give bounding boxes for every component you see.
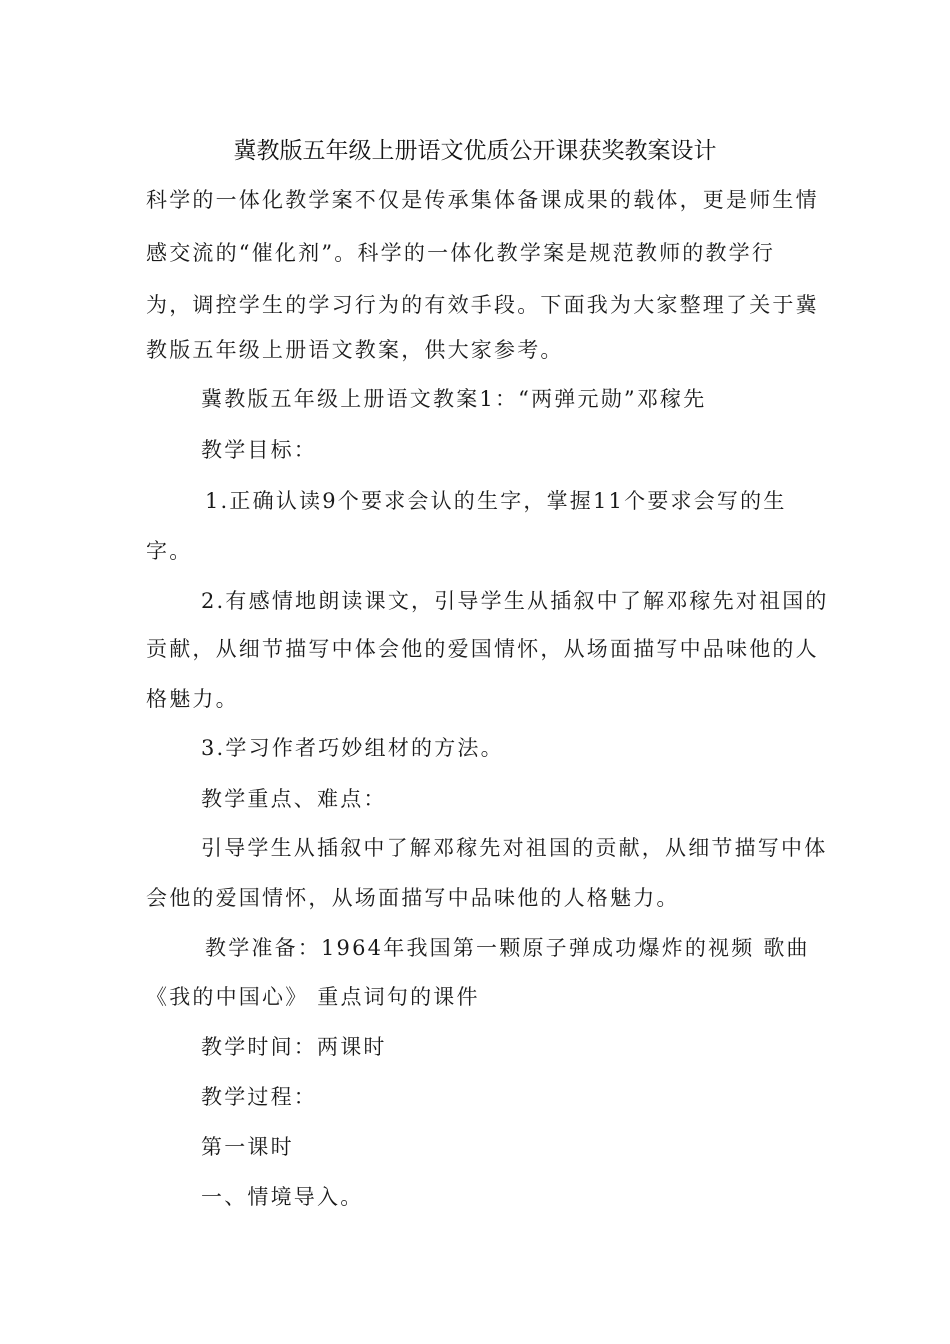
objectives-heading: 教学目标： bbox=[201, 438, 317, 462]
first-lesson-heading: 第一课时 bbox=[201, 1135, 294, 1159]
objective-3: 3.学习作者巧妙组材的方法。 bbox=[201, 736, 504, 760]
key-points-line-1: 引导学生从插叙中了解邓稼先对祖国的贡献，从细节描写中体 bbox=[201, 836, 828, 860]
objective-2-line-2: 贡献，从细节描写中体会他的爱国情怀，从场面描写中品味他的人 bbox=[146, 637, 819, 661]
intro-line-4: 教版五年级上册语文教案，供大家参考。 bbox=[146, 338, 564, 362]
objective-2-line-1: 2.有感情地朗读课文，引导学生从插叙中了解邓稼先对祖国的 bbox=[201, 589, 829, 613]
key-points-heading: 教学重点、难点： bbox=[201, 787, 387, 811]
document-title: 冀教版五年级上册语文优质公开课获奖教案设计 bbox=[233, 138, 717, 164]
objective-2-line-3: 格魅力。 bbox=[146, 687, 239, 711]
preparation-line-1: 教学准备：1964年我国第一颗原子弹成功爆炸的视频 歌曲 bbox=[205, 936, 810, 960]
situation-intro-heading: 一、情境导入。 bbox=[201, 1185, 364, 1209]
objective-1-line-2: 字。 bbox=[146, 539, 193, 563]
teaching-time: 教学时间：两课时 bbox=[201, 1035, 387, 1059]
process-heading: 教学过程： bbox=[201, 1085, 317, 1109]
lesson-heading: 冀教版五年级上册语文教案1：“两弹元勋”邓稼先 bbox=[201, 387, 707, 411]
intro-line-2: 感交流的“催化剂”。科学的一体化教学案是规范教师的教学行 bbox=[146, 241, 776, 265]
key-points-line-2: 会他的爱国情怀，从场面描写中品味他的人格魅力。 bbox=[146, 886, 680, 910]
preparation-line-2: 《我的中国心》 重点词句的课件 bbox=[146, 985, 480, 1009]
intro-line-1: 科学的一体化教学案不仅是传承集体备课成果的载体，更是师生情 bbox=[146, 188, 819, 212]
intro-line-3: 为，调控学生的学习行为的有效手段。下面我为大家整理了关于冀 bbox=[146, 293, 819, 317]
objective-1-line-1: 1.正确认读9个要求会认的生字，掌握11个要求会写的生 bbox=[205, 489, 787, 513]
